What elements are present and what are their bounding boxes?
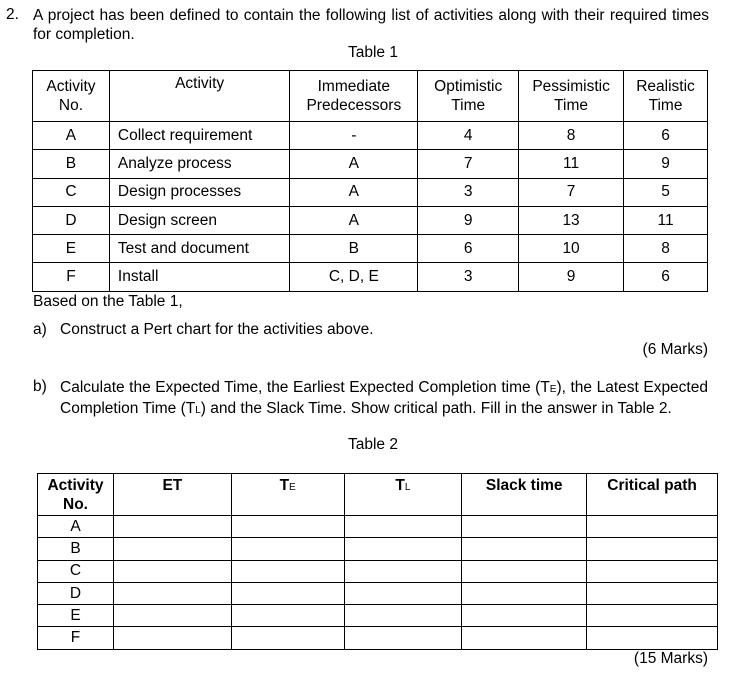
cell-activity: Analyze process — [109, 150, 289, 178]
cell-pessimistic: 10 — [519, 235, 624, 263]
tl-sub: L — [404, 482, 411, 493]
cell-slack[interactable] — [462, 538, 587, 560]
cell-optimistic: 6 — [418, 235, 519, 263]
cell-realistic: 5 — [624, 178, 708, 206]
table2-header-et: ET — [113, 474, 231, 516]
cell-optimistic: 7 — [418, 150, 519, 178]
cell-predecessors: A — [290, 206, 418, 234]
cell-critical[interactable] — [587, 582, 718, 604]
cell-te[interactable] — [231, 605, 344, 627]
cell-et[interactable] — [113, 627, 231, 649]
cell-predecessors: B — [290, 235, 418, 263]
cell-realistic: 6 — [624, 122, 708, 150]
cell-predecessors: A — [290, 150, 418, 178]
cell-optimistic: 3 — [418, 178, 519, 206]
part-b-marks: (15 Marks) — [633, 650, 708, 667]
cell-realistic: 6 — [624, 263, 708, 291]
question-text: A project has been defined to contain the following list of activities along with their required times for completion. — [33, 7, 709, 43]
cell-optimistic: 3 — [418, 263, 519, 291]
table1-header-row — [33, 71, 708, 122]
table-row — [33, 178, 708, 206]
cell-activity-no: D — [38, 582, 114, 604]
cell-activity: Install — [109, 263, 289, 291]
cell-predecessors: C, D, E — [290, 263, 418, 291]
cell-activity-no: F — [38, 627, 114, 649]
part-b-sub-l: L — [195, 405, 201, 416]
table2-header-critical: Critical path — [587, 474, 718, 516]
table-row — [38, 516, 718, 538]
te-sub: E — [289, 482, 296, 493]
table-row — [33, 122, 708, 150]
cell-activity-no: D — [33, 206, 110, 234]
cell-critical[interactable] — [587, 560, 718, 582]
cell-et[interactable] — [113, 605, 231, 627]
cell-slack[interactable] — [462, 605, 587, 627]
cell-tl[interactable] — [344, 582, 462, 604]
cell-critical[interactable] — [587, 516, 718, 538]
table1-header-activity: Activity — [109, 71, 289, 122]
cell-activity: Design processes — [109, 178, 289, 206]
cell-te[interactable] — [231, 560, 344, 582]
part-b-text-3: ) and the Slack Time. Show critical path. Fill in the answer in Table 2. — [200, 400, 672, 417]
cell-activity-no: B — [33, 150, 110, 178]
table1 — [32, 70, 708, 292]
part-b-text-1: Calculate the Expected Time, the Earliest Expected Completion time (T — [60, 379, 550, 396]
table-row — [33, 206, 708, 234]
table-row — [38, 560, 718, 582]
cell-slack[interactable] — [462, 582, 587, 604]
table1-header-realistic: Realistic Time — [624, 71, 708, 122]
cell-activity-no: C — [33, 178, 110, 206]
question-number: 2. — [6, 6, 19, 23]
cell-activity-no: B — [38, 538, 114, 560]
table1-header-pessimistic: Pessimistic Time — [519, 71, 624, 122]
part-b-sub-e: E — [549, 384, 557, 395]
table-row — [38, 538, 718, 560]
cell-pessimistic: 9 — [519, 263, 624, 291]
cell-activity-no: A — [33, 122, 110, 150]
based-on-text: Based on the Table 1, — [33, 293, 183, 310]
cell-tl[interactable] — [344, 538, 462, 560]
cell-pessimistic: 13 — [519, 206, 624, 234]
cell-activity-no: E — [33, 235, 110, 263]
part-b-text — [60, 378, 708, 420]
tl-main: T — [395, 477, 405, 494]
cell-slack[interactable] — [462, 560, 587, 582]
cell-tl[interactable] — [344, 605, 462, 627]
table-row — [38, 627, 718, 649]
cell-realistic: 8 — [624, 235, 708, 263]
cell-tl[interactable] — [344, 627, 462, 649]
table2-header-tl — [344, 474, 462, 516]
cell-te[interactable] — [231, 538, 344, 560]
cell-realistic: 11 — [624, 206, 708, 234]
cell-te[interactable] — [231, 582, 344, 604]
cell-tl[interactable] — [344, 560, 462, 582]
table2-caption: Table 2 — [348, 436, 398, 453]
part-a-text: Construct a Pert chart for the activities above. — [60, 321, 374, 338]
cell-et[interactable] — [113, 582, 231, 604]
cell-pessimistic: 7 — [519, 178, 624, 206]
cell-activity-no: C — [38, 560, 114, 582]
table2-header-slack: Slack time — [462, 474, 587, 516]
table2-header-activity-no: Activity No. — [38, 474, 114, 516]
table1-header-activity-no: Activity No. — [33, 71, 110, 122]
table2-header-te — [231, 474, 344, 516]
cell-pessimistic: 8 — [519, 122, 624, 150]
cell-predecessors: - — [290, 122, 418, 150]
cell-critical[interactable] — [587, 627, 718, 649]
te-main: T — [279, 477, 290, 494]
cell-optimistic: 4 — [418, 122, 519, 150]
cell-activity-no: A — [38, 516, 114, 538]
table1-header-predecessors: Immediate Predecessors — [290, 71, 418, 122]
table-row — [38, 582, 718, 604]
cell-te[interactable] — [231, 516, 344, 538]
cell-pessimistic: 11 — [519, 150, 624, 178]
table2-header-row — [38, 474, 718, 516]
table1-header-optimistic: Optimistic Time — [418, 71, 519, 122]
cell-slack[interactable] — [462, 516, 587, 538]
part-b-text-2: ), the Latest Expected Completion Time (T — [60, 379, 708, 417]
part-b-label: b) — [33, 378, 47, 395]
table1-caption: Table 1 — [348, 44, 398, 61]
cell-predecessors: A — [290, 178, 418, 206]
cell-te[interactable] — [231, 627, 344, 649]
cell-realistic: 9 — [624, 150, 708, 178]
cell-critical[interactable] — [587, 538, 718, 560]
cell-et[interactable] — [113, 538, 231, 560]
cell-activity: Design screen — [109, 206, 289, 234]
cell-critical[interactable] — [587, 605, 718, 627]
cell-activity: Test and document — [109, 235, 289, 263]
table-row — [38, 605, 718, 627]
cell-optimistic: 9 — [418, 206, 519, 234]
table-row — [33, 263, 708, 291]
cell-slack[interactable] — [462, 627, 587, 649]
cell-tl[interactable] — [344, 516, 462, 538]
cell-et[interactable] — [113, 560, 231, 582]
cell-et[interactable] — [113, 516, 231, 538]
part-a-label: a) — [33, 321, 47, 338]
table-row — [33, 235, 708, 263]
cell-activity-no: F — [33, 263, 110, 291]
part-a-marks: (6 Marks) — [642, 341, 708, 358]
cell-activity: Collect requirement — [109, 122, 289, 150]
table2 — [37, 473, 718, 650]
cell-activity-no: E — [38, 605, 114, 627]
table-row — [33, 150, 708, 178]
